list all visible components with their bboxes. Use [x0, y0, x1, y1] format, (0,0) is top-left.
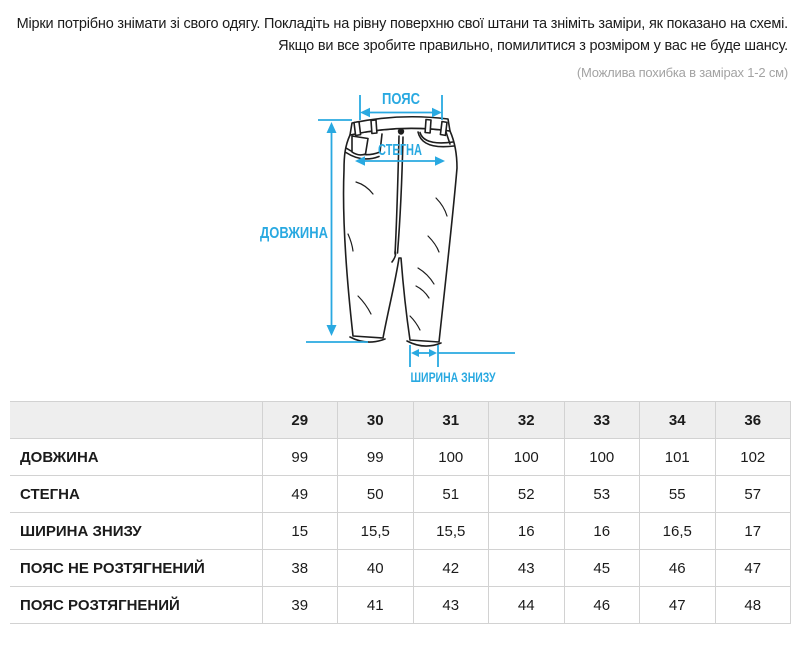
size-table-header-row — [10, 402, 791, 439]
table-row — [10, 587, 791, 624]
size-value: 99 — [338, 439, 414, 476]
size-value: 100 — [564, 439, 640, 476]
size-value: 52 — [489, 476, 565, 513]
size-value: 50 — [338, 476, 414, 513]
size-value: 47 — [640, 587, 716, 624]
length-label: ДОВЖИНА — [260, 225, 328, 242]
waist-label: ПОЯС — [382, 91, 420, 108]
size-value: 40 — [338, 550, 414, 587]
size-value: 100 — [489, 439, 565, 476]
size-column-header: 36 — [715, 402, 791, 439]
size-value: 51 — [413, 476, 489, 513]
size-column-header: 34 — [640, 402, 716, 439]
size-column-header: 33 — [564, 402, 640, 439]
measuring-instructions — [0, 13, 788, 57]
size-value: 48 — [715, 587, 791, 624]
size-value: 43 — [489, 550, 565, 587]
hips-label: СТЕГНА — [378, 142, 422, 159]
size-value: 47 — [715, 550, 791, 587]
arrow-up-icon — [327, 122, 337, 133]
arrow-down-icon — [327, 325, 337, 336]
jeans-button — [398, 128, 404, 134]
size-value: 49 — [262, 476, 338, 513]
size-value: 45 — [564, 550, 640, 587]
size-value: 15 — [262, 513, 338, 550]
size-value: 46 — [564, 587, 640, 624]
corner-cell — [10, 402, 262, 439]
row-label: ШИРИНА ЗНИЗУ — [10, 513, 262, 550]
table-row — [10, 513, 791, 550]
pants-measurement-diagram — [240, 86, 560, 398]
size-value: 16,5 — [640, 513, 716, 550]
size-column-header: 30 — [338, 402, 414, 439]
size-value: 15,5 — [413, 513, 489, 550]
row-label: ПОЯС НЕ РОЗТЯГНЕНИЙ — [10, 550, 262, 587]
waist-measure — [360, 91, 442, 120]
arrow-left-icon — [360, 108, 370, 118]
row-label: ПОЯС РОЗТЯГНЕНИЙ — [10, 587, 262, 624]
size-value: 101 — [640, 439, 716, 476]
size-value: 41 — [338, 587, 414, 624]
size-value: 46 — [640, 550, 716, 587]
table-row — [10, 439, 791, 476]
size-value: 57 — [715, 476, 791, 513]
table-row — [10, 476, 791, 513]
tolerance-note: (Можлива похибка в замірах 1-2 см) — [576, 65, 788, 80]
size-value: 38 — [262, 550, 338, 587]
size-value: 16 — [564, 513, 640, 550]
instructions-line-1: Мірки потрібно знімати зі свого одягу. Покладіть на рівну поверхню свої штани та зніміть заміри, як показано на схемі. — [16, 16, 788, 32]
size-value: 15,5 — [338, 513, 414, 550]
size-value: 55 — [640, 476, 716, 513]
arrow-right-icon — [429, 349, 437, 357]
size-value: 42 — [413, 550, 489, 587]
instructions-line-2: Якщо ви все зробите правильно, помилитися з розміром у вас не буде шансу. — [278, 38, 788, 54]
arrow-right-icon — [432, 108, 442, 118]
size-value: 39 — [262, 587, 338, 624]
size-value: 16 — [489, 513, 565, 550]
table-row — [10, 550, 791, 587]
size-value: 99 — [262, 439, 338, 476]
size-value: 43 — [413, 587, 489, 624]
row-label: СТЕГНА — [10, 476, 262, 513]
row-label: ДОВЖИНА — [10, 439, 262, 476]
size-value: 100 — [413, 439, 489, 476]
size-column-header: 29 — [262, 402, 338, 439]
size-column-header: 31 — [413, 402, 489, 439]
size-table-body — [10, 439, 791, 624]
bottom-width-label: ШИРИНА ЗНИЗУ — [410, 370, 496, 385]
size-value: 44 — [489, 587, 565, 624]
arrow-left-icon — [411, 349, 419, 357]
size-column-header: 32 — [489, 402, 565, 439]
bottom-width-measure — [410, 345, 515, 385]
size-value: 102 — [715, 439, 791, 476]
size-value: 53 — [564, 476, 640, 513]
size-value: 17 — [715, 513, 791, 550]
size-table — [10, 401, 791, 624]
